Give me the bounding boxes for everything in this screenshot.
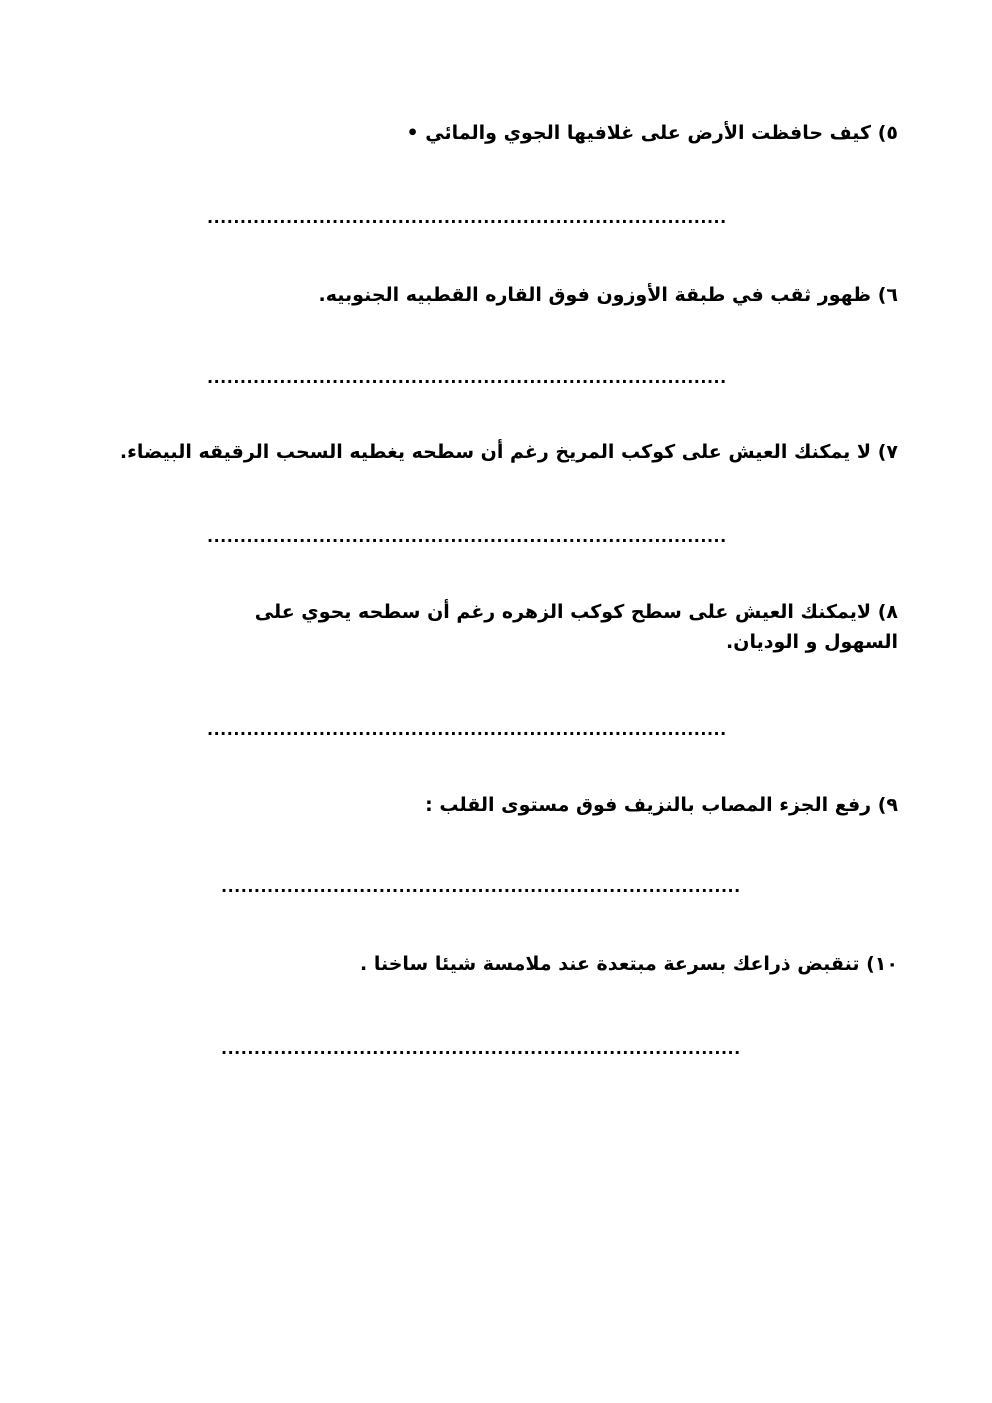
question-number: ٦): [877, 284, 898, 306]
question-text: ظهور ثقب في طبقة الأوزون فوق القاره القطبيه الجنوبيه.: [318, 284, 872, 306]
question-number: ٧): [877, 441, 898, 463]
answer-line-5[interactable]: ...............................................................................: [207, 208, 727, 227]
answer-line-9[interactable]: ...............................................................................: [221, 877, 741, 896]
question-text: كيف حافظت الأرض على غلافيها الجوي والمائي •: [406, 122, 872, 144]
answer-line-8[interactable]: ...............................................................................: [207, 720, 727, 739]
answer-line-10[interactable]: ...............................................................................: [221, 1039, 741, 1058]
question-10: [360, 949, 898, 979]
question-number: ١٠): [866, 953, 898, 975]
answer-line-7[interactable]: ...............................................................................: [207, 527, 727, 546]
answer-line-6[interactable]: ...............................................................................: [207, 368, 727, 387]
question-text: تنقبض ذراعك بسرعة مبتعدة عند ملامسة شيئا ساخنا .: [360, 953, 860, 975]
question-number: ٨): [877, 601, 898, 623]
question-text: رفع الجزء المصاب بالنزيف فوق مستوى القلب :: [425, 794, 872, 816]
question-9: [425, 790, 898, 820]
question-7: [120, 437, 898, 467]
question-5: [407, 118, 898, 148]
question-text: لا يمكنك العيش على كوكب المريخ رغم أن سطحه يغطيه السحب الرقيقه البيضاء.: [119, 441, 872, 463]
question-text: لايمكنك العيش على سطح كوكب الزهره رغم أن سطحه يحوي على السهول و الوديان.: [254, 601, 898, 653]
question-6: [319, 280, 898, 310]
question-number: ٥): [877, 122, 898, 144]
question-number: ٩): [877, 794, 898, 816]
question-8: [198, 597, 898, 657]
